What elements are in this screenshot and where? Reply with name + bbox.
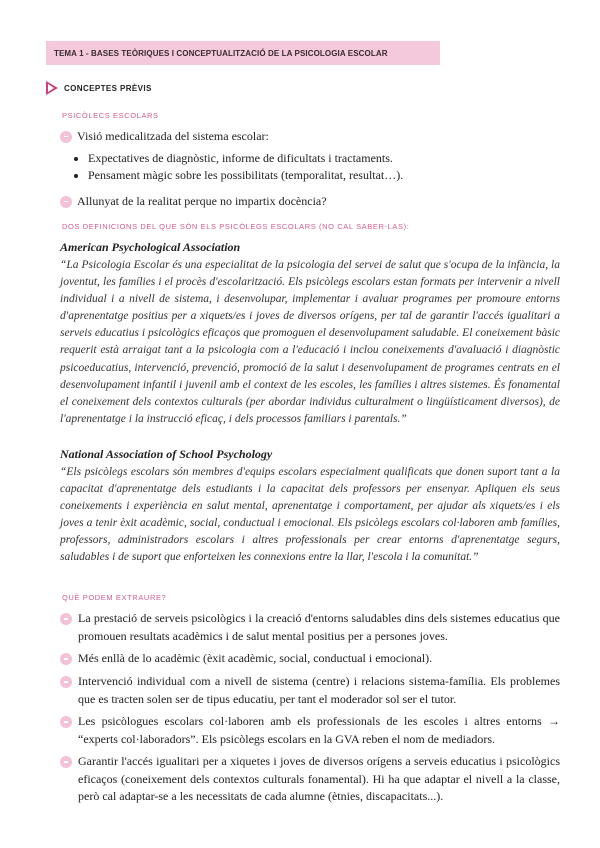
- point-text: Allunyat de la realitat perque no impartix docència?: [77, 194, 327, 208]
- item-text: Més enllà de lo acadèmic (èxit acadèmic, social, conductual i emocional).: [78, 651, 433, 665]
- item-text: Intervenció individual com a nivell de sistema (centre) i relacions sistema-família. Els problemes que es tracten solen ser de tipus educatiu, per tant el moderador sol ser el tutor.: [78, 674, 560, 706]
- list-item: • Expectatives de diagnòstic, informe de dificultats i tractaments.: [88, 150, 403, 167]
- list-item: • Pensament màgic sobre les possibilitats (temporalitat, resultat…).: [88, 167, 403, 184]
- item-text: Les psicòlogues escolars col·laboren amb els professionals de les escoles i altres entorns → “experts col·laboradors”. Els psicòlegs escolars en la GVA reben el nom de mediadors.: [78, 714, 560, 746]
- point-text: Visió medicalitzada del sistema escolar:: [77, 129, 269, 143]
- apa-title: American Psychological Association: [60, 240, 241, 254]
- section-heading: [46, 81, 152, 95]
- triangle-marker-icon: [46, 81, 58, 95]
- topic-banner: TEMA 1 - BASES TEÒRIQUES I CONCEPTUALITZACIÓ DE LA PSICOLOGIA ESCOLAR: [46, 41, 440, 65]
- bullet-dot-icon: [60, 653, 72, 665]
- bullet-dot-icon: [60, 196, 72, 208]
- nasp-quote: “Els psicòlegs escolars són membres d'equips escolars especialment qualificats que donen suport tant a la capacitat d'aprenentatge dels estudiants i la capacitat dels professors per ensenyar. Apliquen els seus coneixements i experiència en salut mental, aprenentatge i comportament, per ajudar als xiquets/es i els joves a tenir èxit acadèmic, social, conductual i emocional. Els psicòlegs escolars col·laboren amb famílies, professors, administradors escolars i altres professionals per crear entorns d'aprenentatge segurs, saludables i de suport que enforteixen les connexions entre la llar, l'escola i la comunitat.”: [60, 466, 560, 564]
- list-item: [60, 713, 560, 748]
- point-distant: [60, 194, 327, 209]
- subheading-psicolegs: PSICÒLECS ESCOLARS: [62, 111, 159, 120]
- expectations-list: [72, 150, 403, 184]
- item-text: La prestació de serveis psicològics i la creació d'entorns saludables dins dels sistemes educatius que promouen resultats acadèmics i de salut mental positius per a persones joves.: [78, 611, 560, 643]
- bullet-dot-icon: [60, 676, 72, 688]
- apa-quote: “La Psicologia Escolar és una especialitat de la psicologia del servei de salut que s'ocupa de la infància, la joventut, les famílies i el procès d'escolarització. Els psicòlegs escolars estan formats per intervenir a nivell individual i a nivell de sistema, i desenvolupar, implementar i avaluar programes per promoure entorns d'aprenentatge positius per a xiquets/es i joves de diversos orígens, per tal de garantir l'accés igualitari a serveis educatius i psicològics eficaços que promoguen el desenvolupament saludable. El coneixement bàsic requerit està arraigat tant a la psicologia com a l'educació i inclou coneixements d'avaluació i diagnòstic psicoeducatius, intervenció, prevenció, promoció de la salut i desenvolupament de programes centrats en el desenvolupament infantil i juvenil amb el context de les escoles, les famílies i altres sistemes. És fonamental el coneixement dels contextos culturals (per abordar individus culturalment o lingüísticament diversos), de l'aprenentatge i la instrucció eficaç, i dels processos familiars i parentals.”: [60, 259, 560, 425]
- section-title: CONCEPTES PRÈVIS: [64, 83, 152, 93]
- nasp-title: National Association of School Psychology: [60, 447, 273, 461]
- list-item: [60, 610, 560, 645]
- bullet-dot-icon: [60, 716, 72, 728]
- list-item: [60, 650, 560, 668]
- point-medicalized: [60, 129, 269, 144]
- subheading-definitions: DOS DEFINICIONS DEL QUE SÓN ELS PSICÒLEGS ESCOLARS (NO CAL SABER-LAS):: [62, 222, 410, 231]
- subheading-extract: QUÈ PODEM EXTRAURE?: [62, 593, 167, 602]
- bullet-dot-icon: [60, 756, 72, 768]
- list-item: [60, 753, 560, 806]
- list-item: [60, 673, 560, 708]
- bullet-dot-icon: [60, 131, 72, 143]
- bullet-dot-icon: [60, 613, 72, 625]
- item-text: Garantir l'accés igualitari per a xiquetes i joves de diversos orígens a serveis educatius i psicològics eficaços (coneixement dels contextos culturals fonamental). Hi ha que adaptar el nivell a la classe, però cal adaptar-se a les necessitats de cada alumne (ètnies, discapacitats...).: [78, 754, 560, 803]
